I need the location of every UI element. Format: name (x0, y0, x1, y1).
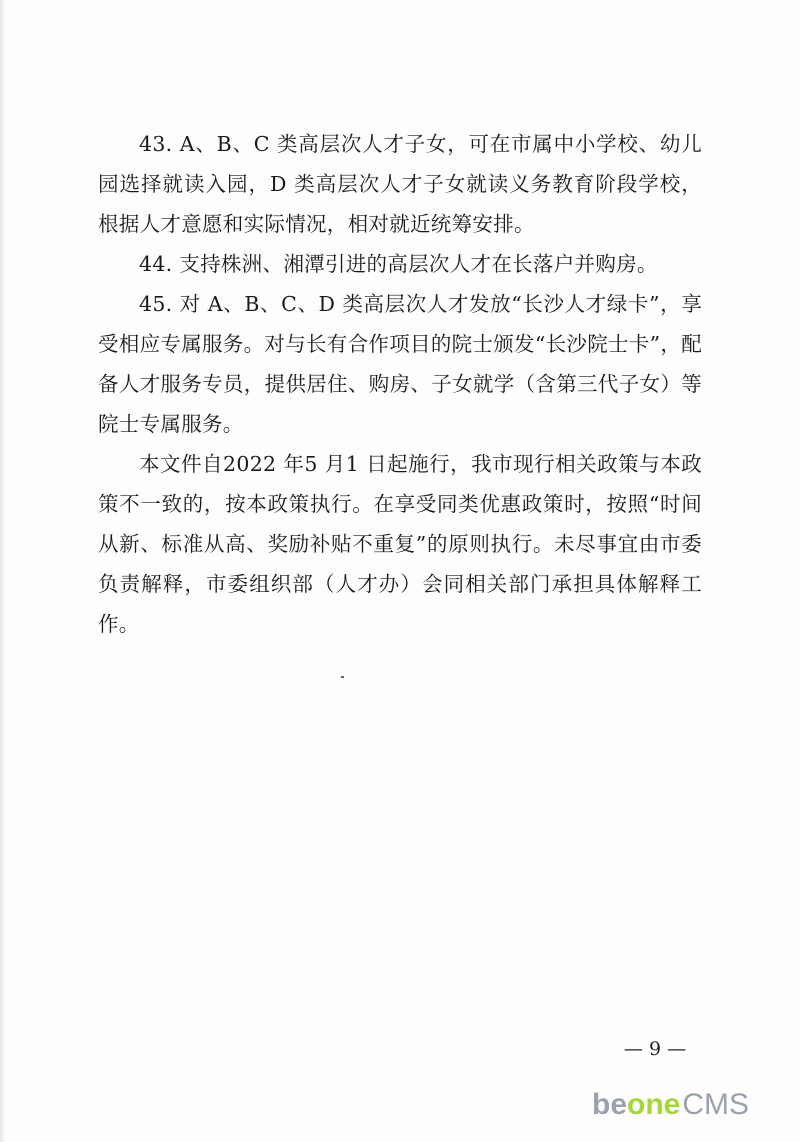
document-body (98, 124, 702, 644)
paragraph-effective-date: 本文件自2022 年5 月1 日起施行，我市现行相关政策与本政策不一致的，按本政策执行。在享受同类优惠政策时，按照“时间从新、标准从高、奖励补贴不重复”的原则执行。未尽事宜由市委负责解释，市委组织部（人才办）会同相关部门承担具体解释工作。 (98, 452, 702, 636)
watermark-be: be (592, 1088, 628, 1121)
scan-edge-shadow (0, 0, 6, 1142)
watermark-one: one (627, 1088, 681, 1121)
paragraph-45: 45. 对 A、B、C、D 类高层次人才发放“长沙人才绿卡”，享受相应专属服务。对与长有合作项目的院士颁发“长沙院士卡”，配备人才服务专员，提供居住、购房、子女就学（含第三代子女）等院士专属服务。 (98, 292, 702, 436)
scan-speck (341, 676, 344, 678)
beonecms-watermark-logo (592, 1088, 749, 1128)
paragraph-43: 43. A、B、C 类高层次人才子女，可在市属中小学校、幼儿园选择就读入园，D 类高层次人才子女就读义务教育阶段学校，根据人才意愿和实际情况，相对就近统筹安排。 (98, 132, 702, 236)
paragraph-44: 44. 支持株洲、湘潭引进的高层次人才在长落户并购房。 (139, 252, 658, 276)
page-number: — 9 — (623, 1038, 687, 1060)
watermark-cms: CMS (682, 1088, 750, 1121)
